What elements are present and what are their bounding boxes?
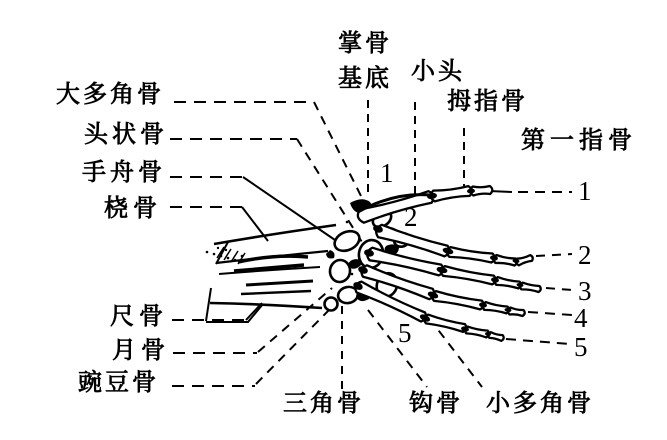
label-metacarpal-line1: 掌骨	[338, 31, 392, 57]
leader-digit3	[546, 288, 572, 290]
bone-segment	[508, 308, 525, 317]
bone-segment	[465, 327, 489, 338]
bone-segment	[431, 186, 472, 201]
bone-segment	[520, 283, 541, 292]
forearm-drawing	[206, 225, 336, 322]
leader-digit2	[536, 254, 572, 256]
label-lunate: 月骨	[112, 338, 170, 364]
bone-segment	[447, 247, 494, 262]
leader-pisiform-diag	[256, 310, 329, 384]
leader-digit4	[528, 312, 572, 315]
number-metacarpal-2: 2	[404, 202, 418, 232]
bone-segment	[441, 266, 496, 284]
label-trapezoid: 小多角骨	[486, 391, 594, 417]
number-digit-5: 5	[574, 332, 588, 362]
number-metacarpal-5: 5	[398, 318, 412, 348]
number-digit-2: 2	[578, 240, 592, 270]
label-head: 小头	[411, 59, 465, 85]
bone-segment	[495, 277, 521, 288]
leader-scaphoid-diag	[243, 177, 335, 240]
label-metacarpal-base	[338, 27, 392, 97]
bone-segment	[483, 302, 509, 313]
label-triquetrum: 三角骨	[283, 391, 364, 417]
leader-lunate-diag	[258, 288, 332, 352]
number-digit-3: 3	[578, 276, 592, 306]
label-pisiform: 豌豆骨	[78, 370, 159, 396]
label-thumb: 拇指骨	[447, 89, 528, 115]
label-scaphoid: 手舟骨	[82, 160, 166, 186]
number-digit-1: 1	[578, 176, 592, 206]
label-first-phalanx: 第一指骨	[521, 128, 637, 154]
label-trapezium: 大多角骨	[56, 82, 164, 108]
number-metacarpal-1: 1	[380, 158, 394, 188]
label-metacarpal-line2: 基底	[338, 66, 392, 92]
label-capitate: 头状骨	[84, 122, 168, 148]
label-hamate: 钩骨	[409, 391, 463, 417]
bone-segment	[432, 291, 484, 309]
label-ulna: 尺骨	[110, 304, 168, 330]
label-radius: 桡骨	[104, 196, 162, 222]
scaphoid-bone	[331, 227, 362, 254]
leader-digit5	[506, 339, 570, 344]
number-digit-4: 4	[574, 303, 588, 333]
pisiform-bone	[325, 298, 338, 311]
bone-segment	[424, 315, 466, 332]
lunate-bone	[329, 259, 352, 284]
